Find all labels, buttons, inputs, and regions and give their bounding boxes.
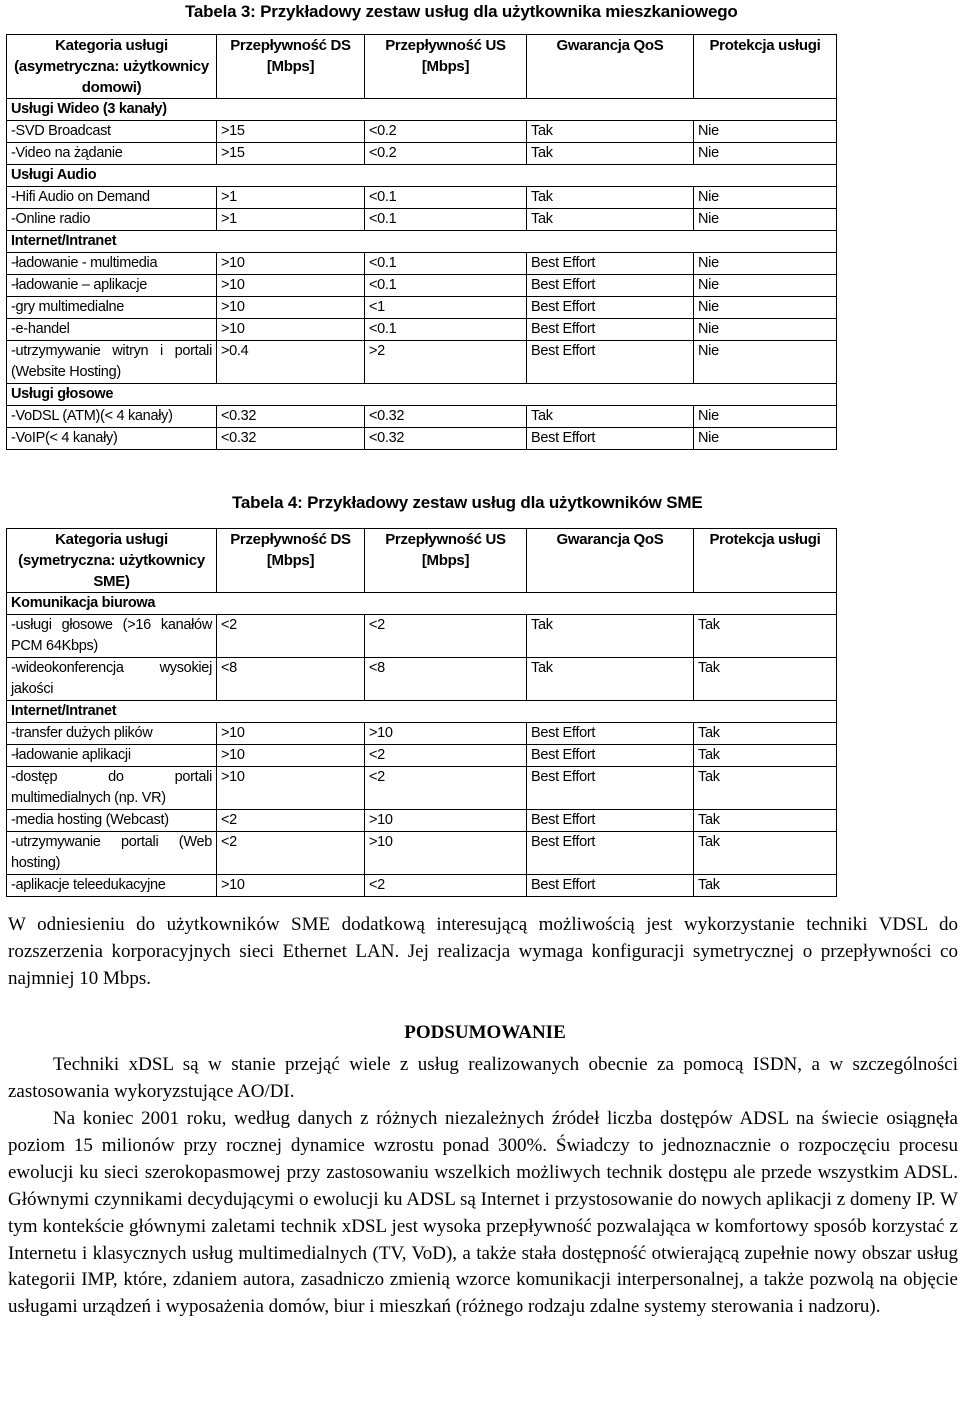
table-cell: >1 [217,209,365,231]
table-cell: Nie [694,253,837,275]
table-cell: >10 [217,275,365,297]
category-row [7,99,837,121]
table-cell: Tak [694,832,837,875]
column-header: Przepływność DS [Mbps] [217,35,365,99]
column-header: Protekcja usługi [694,35,837,99]
table-cell: >10 [365,810,527,832]
table-cell: <2 [365,875,527,897]
table-cell: Best Effort [527,875,694,897]
table-cell: <0.32 [365,406,527,428]
table-cell: Nie [694,341,837,384]
service-name: -gry multimedialne [7,297,217,319]
table-header-row [7,529,837,593]
summary-paragraph: Techniki xDSL są w stanie przejąć wiele z usług realizowanych obecnie za pomocą ISDN, a w szczególności zastosowania wykoryzstujące AO/DI. [8,1054,958,1102]
service-name: -e-handel [7,319,217,341]
table-cell: Nie [694,406,837,428]
table-row [7,319,837,341]
table-cell: <0.32 [365,428,527,450]
table-cell: >10 [217,253,365,275]
table-row [7,275,837,297]
table-cell: <2 [365,767,527,810]
table-row [7,658,837,701]
table-cell: <0.32 [217,406,365,428]
table-cell: Best Effort [527,810,694,832]
service-name: -ładowanie – aplikacje [7,275,217,297]
table-cell: Tak [694,875,837,897]
category-name: Internet/Intranet [7,231,837,253]
table-row [7,615,837,658]
table-cell: >10 [217,297,365,319]
table-row [7,428,837,450]
table-row [7,253,837,275]
table-cell: >10 [217,767,365,810]
table-cell: <0.1 [365,253,527,275]
service-name: -wideokonferencja wysokiej jakości [7,658,217,701]
column-header: Przepływność US [Mbps] [365,35,527,99]
table-cell: <0.32 [217,428,365,450]
column-header: Kategoria usługi (asymetryczna: użytkownicy domowi) [7,35,217,99]
table-row [7,723,837,745]
category-name: Usługi Audio [7,165,837,187]
table-row [7,297,837,319]
table-cell: <2 [365,615,527,658]
service-name: -SVD Broadcast [7,121,217,143]
column-header: Gwarancja QoS [527,529,694,593]
service-name: -VoIP(< 4 kanały) [7,428,217,450]
table-row [7,121,837,143]
table-cell: Tak [527,615,694,658]
table-cell: <8 [217,658,365,701]
table-cell: <2 [217,615,365,658]
service-name: -usługi głosowe (>16 kanałów PCM 64Kbps) [7,615,217,658]
category-name: Komunikacja biurowa [7,593,837,615]
table-cell: <0.1 [365,209,527,231]
table-cell: >10 [217,319,365,341]
table-cell: >10 [217,875,365,897]
category-row [7,384,837,406]
table-cell: <2 [217,810,365,832]
table-row [7,187,837,209]
table-cell: Best Effort [527,745,694,767]
service-name: -transfer dużych plików [7,723,217,745]
table-cell: Best Effort [527,319,694,341]
table-cell: >10 [365,832,527,875]
table-cell: <2 [365,745,527,767]
table-cell: Nie [694,319,837,341]
column-header: Kategoria usługi (symetryczna: użytkownicy SME) [7,529,217,593]
service-name: -aplikacje teleedukacyjne [7,875,217,897]
table-row [7,767,837,810]
table-cell: <0.2 [365,143,527,165]
table3-caption: Tabela 3: Przykładowy zestaw usług dla użytkownika mieszkaniowego [185,2,738,21]
table-row [7,341,837,384]
summary-paragraph: Na koniec 2001 roku, według danych z różnych niezależnych źródeł liczba dostępów ADSL na świecie osiągnęła poziom 15 milionów przy rocznej dynamice wzrostu ponad 300%. Świadczy to jednoznacznie o rozpoczęciu procesu ewolucji ku sieci szerokopasmowej przy zastosowaniu wszelkich możliwych technik dostępu ale przede wszystkim ADSL. Głównymi czynnikami decydującymi o ewolucji ku ADSL są Internet i przystosowanie do nowych aplikacji z domeny IP. W tym kontekście głównymi zaletami technik xDSL jest wysoka przepływność pozwalająca w komfortowy sposób korzystać z Internetu i klasycznych usług multimedialnych (TV, VoD), a także stała dostępność otwierającą zupełnie nowy obszar usług kategorii IMP, które, zdaniem autora, zasadniczo zmienią wzorce komunikacji interpersonalnej, a także pozwolą na objęcie usługami urządzeń i wyposażenia domów, biur i mieszkań (różnego rodzaju zdalne systemy sterowania i nadzoru). [8,1108,958,1318]
table-cell: <1 [365,297,527,319]
table-cell: Tak [694,658,837,701]
table-cell: >15 [217,143,365,165]
table-cell: <0.1 [365,319,527,341]
table-cell: Best Effort [527,428,694,450]
table4-sme-services [6,528,837,897]
table-cell: Best Effort [527,767,694,810]
table-cell: Tak [694,745,837,767]
table-cell: Nie [694,297,837,319]
category-name: Internet/Intranet [7,701,837,723]
table-row [7,810,837,832]
category-row [7,165,837,187]
column-header: Protekcja usługi [694,529,837,593]
table-cell: Tak [527,187,694,209]
service-name: -Online radio [7,209,217,231]
table4-caption: Tabela 4: Przykładowy zestaw usług dla użytkowników SME [232,493,703,512]
table-cell: Nie [694,275,837,297]
table-cell: Best Effort [527,341,694,384]
summary-heading: PODSUMOWANIE [404,1022,566,1043]
table-cell: Tak [527,209,694,231]
table-cell: Tak [527,658,694,701]
service-name: -Hifi Audio on Demand [7,187,217,209]
column-header: Przepływność US [Mbps] [365,529,527,593]
service-name: -utrzymywanie portali (Web hosting) [7,832,217,875]
table-row [7,832,837,875]
table-cell: Tak [527,143,694,165]
table-row [7,209,837,231]
column-header: Gwarancja QoS [527,35,694,99]
service-name: -dostęp do portali multimedialnych (np. VR) [7,767,217,810]
table-cell: >10 [217,745,365,767]
paragraph-sme-vdsl: W odniesieniu do użytkowników SME dodatkową interesującą możliwością jest wykorzystanie techniki VDSL do rozszerzenia korporacyjnych sieci Ethernet LAN. Jej realizacja wymaga konfiguracji symetrycznej o przepływności co najmniej 10 Mbps. [8,914,958,989]
table-cell: Nie [694,187,837,209]
table-cell: Tak [694,810,837,832]
table-cell: Nie [694,428,837,450]
category-row [7,231,837,253]
service-name: -VoDSL (ATM)(< 4 kanały) [7,406,217,428]
column-header: Przepływność DS [Mbps] [217,529,365,593]
table3-residential-services [6,34,837,450]
table-cell: <0.1 [365,187,527,209]
table-row [7,143,837,165]
category-row [7,593,837,615]
table-cell: <8 [365,658,527,701]
table-cell: Nie [694,121,837,143]
table-cell: Nie [694,209,837,231]
table-cell: >10 [217,723,365,745]
table-row [7,875,837,897]
table-cell: Tak [527,121,694,143]
category-name: Usługi Wideo (3 kanały) [7,99,837,121]
table-cell: Best Effort [527,297,694,319]
table-cell: Tak [694,723,837,745]
table-cell: >1 [217,187,365,209]
table-cell: <0.2 [365,121,527,143]
table-cell: <2 [217,832,365,875]
table-cell: Best Effort [527,723,694,745]
table-cell: Best Effort [527,275,694,297]
table-cell: Tak [694,615,837,658]
table-cell: Best Effort [527,253,694,275]
table-cell: >10 [365,723,527,745]
category-row [7,701,837,723]
table-cell: Tak [694,767,837,810]
table-cell: <0.1 [365,275,527,297]
table-header-row [7,35,837,99]
service-name: -ładowanie - multimedia [7,253,217,275]
table-cell: >15 [217,121,365,143]
table-cell: Nie [694,143,837,165]
service-name: -ładowanie aplikacji [7,745,217,767]
table-cell: >0.4 [217,341,365,384]
category-name: Usługi głosowe [7,384,837,406]
service-name: -utrzymywanie witryn i portali (Website Hosting) [7,341,217,384]
table-row [7,745,837,767]
table-row [7,406,837,428]
service-name: -media hosting (Webcast) [7,810,217,832]
service-name: -Video na żądanie [7,143,217,165]
table-cell: >2 [365,341,527,384]
table-cell: Tak [527,406,694,428]
table-cell: Best Effort [527,832,694,875]
